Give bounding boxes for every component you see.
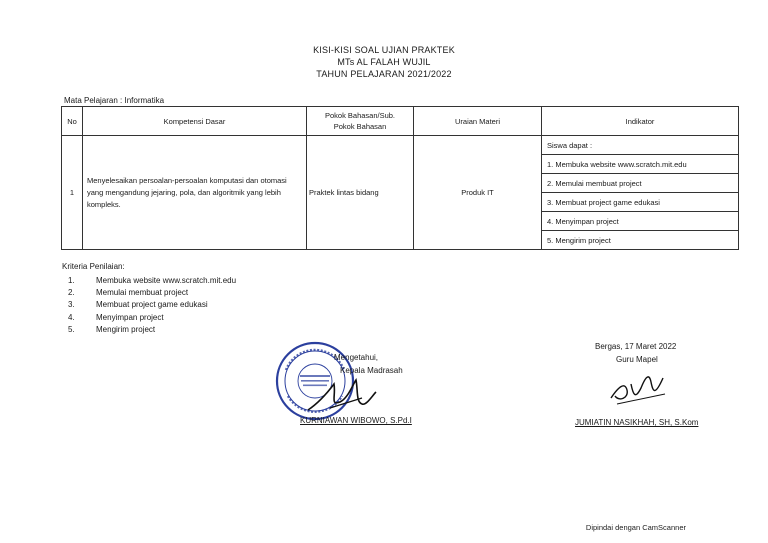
criteria-num: 5. — [68, 324, 75, 334]
criteria-num: 3. — [68, 300, 75, 310]
header-kd: Kompetensi Dasar — [83, 107, 307, 136]
header-no: No — [62, 107, 83, 136]
criteria-text: Mengirim project — [96, 324, 156, 334]
signature-left-icon — [300, 372, 380, 417]
list-item — [62, 287, 236, 299]
academic-year: TAHUN PELAJARAN 2021/2022 — [316, 69, 452, 79]
list-item — [62, 275, 236, 287]
row-kd: Menyelesaikan persoalan-persoalan komputasi dan otomasi yang mengandung jejaring, pola, dan algoritmik yang lebih kompleks. — [83, 136, 307, 250]
row-pokok: Praktek lintas bidang — [307, 136, 414, 250]
criteria-list — [62, 275, 236, 336]
criteria-text: Menyimpan project — [96, 312, 164, 322]
list-item — [62, 324, 236, 336]
signature-right-icon — [605, 368, 675, 413]
list-item — [62, 299, 236, 311]
criteria-text: Membuat project game edukasi — [96, 300, 208, 310]
sign-left-line1: Mengetahui, — [334, 353, 379, 362]
row-uraian: Produk IT — [414, 136, 542, 250]
indikator-item: 3. Membuat project game edukasi — [542, 193, 739, 212]
criteria-text: Membuka website www.scratch.mit.edu — [96, 276, 237, 285]
sign-right-name: JUMIATIN NASIKHAH, SH, S.Kom — [575, 418, 699, 427]
sign-right-role: Guru Mapel — [616, 355, 658, 364]
indikator-item: 2. Memulai membuat project — [542, 174, 739, 193]
criteria-num: 1. — [68, 276, 75, 285]
indikator-item: 4. Menyimpan project — [542, 212, 739, 231]
kisi-kisi-table — [61, 106, 739, 250]
indikator-intro: Siswa dapat : — [542, 136, 739, 155]
sign-left-name: KURNIAWAN WIBOWO, S.Pd.I — [300, 416, 412, 425]
sign-left-line2: Kepala Madrasah — [340, 366, 403, 375]
indikator-item: 5. Mengirim project — [542, 231, 739, 250]
list-item — [62, 312, 236, 324]
criteria-title: Kriteria Penilaian: — [62, 262, 125, 271]
sign-right-date: Bergas, 17 Maret 2022 — [595, 342, 677, 351]
table-header-row — [62, 107, 739, 136]
table-row — [62, 136, 739, 155]
indikator-item: 1. Membuka website www.scratch.mit.edu — [542, 155, 739, 174]
header-indikator: Indikator — [542, 107, 739, 136]
criteria-num: 2. — [68, 288, 75, 298]
row-no: 1 — [62, 136, 83, 250]
subject-label: Mata Pelajaran : Informatika — [64, 96, 165, 105]
criteria-num: 4. — [68, 312, 75, 322]
header-uraian: Uraian Materi — [414, 107, 542, 136]
doc-title: KISI-KISI SOAL UJIAN PRAKTEK — [313, 45, 455, 55]
school-name: MTs AL FALAH WUJIL — [337, 57, 431, 67]
criteria-text: Memulai membuat project — [96, 288, 189, 298]
header-pokok: Pokok Bahasan/Sub. Pokok Bahasan — [307, 107, 414, 136]
scanner-footer: Dipindai dengan CamScanner — [585, 523, 686, 532]
